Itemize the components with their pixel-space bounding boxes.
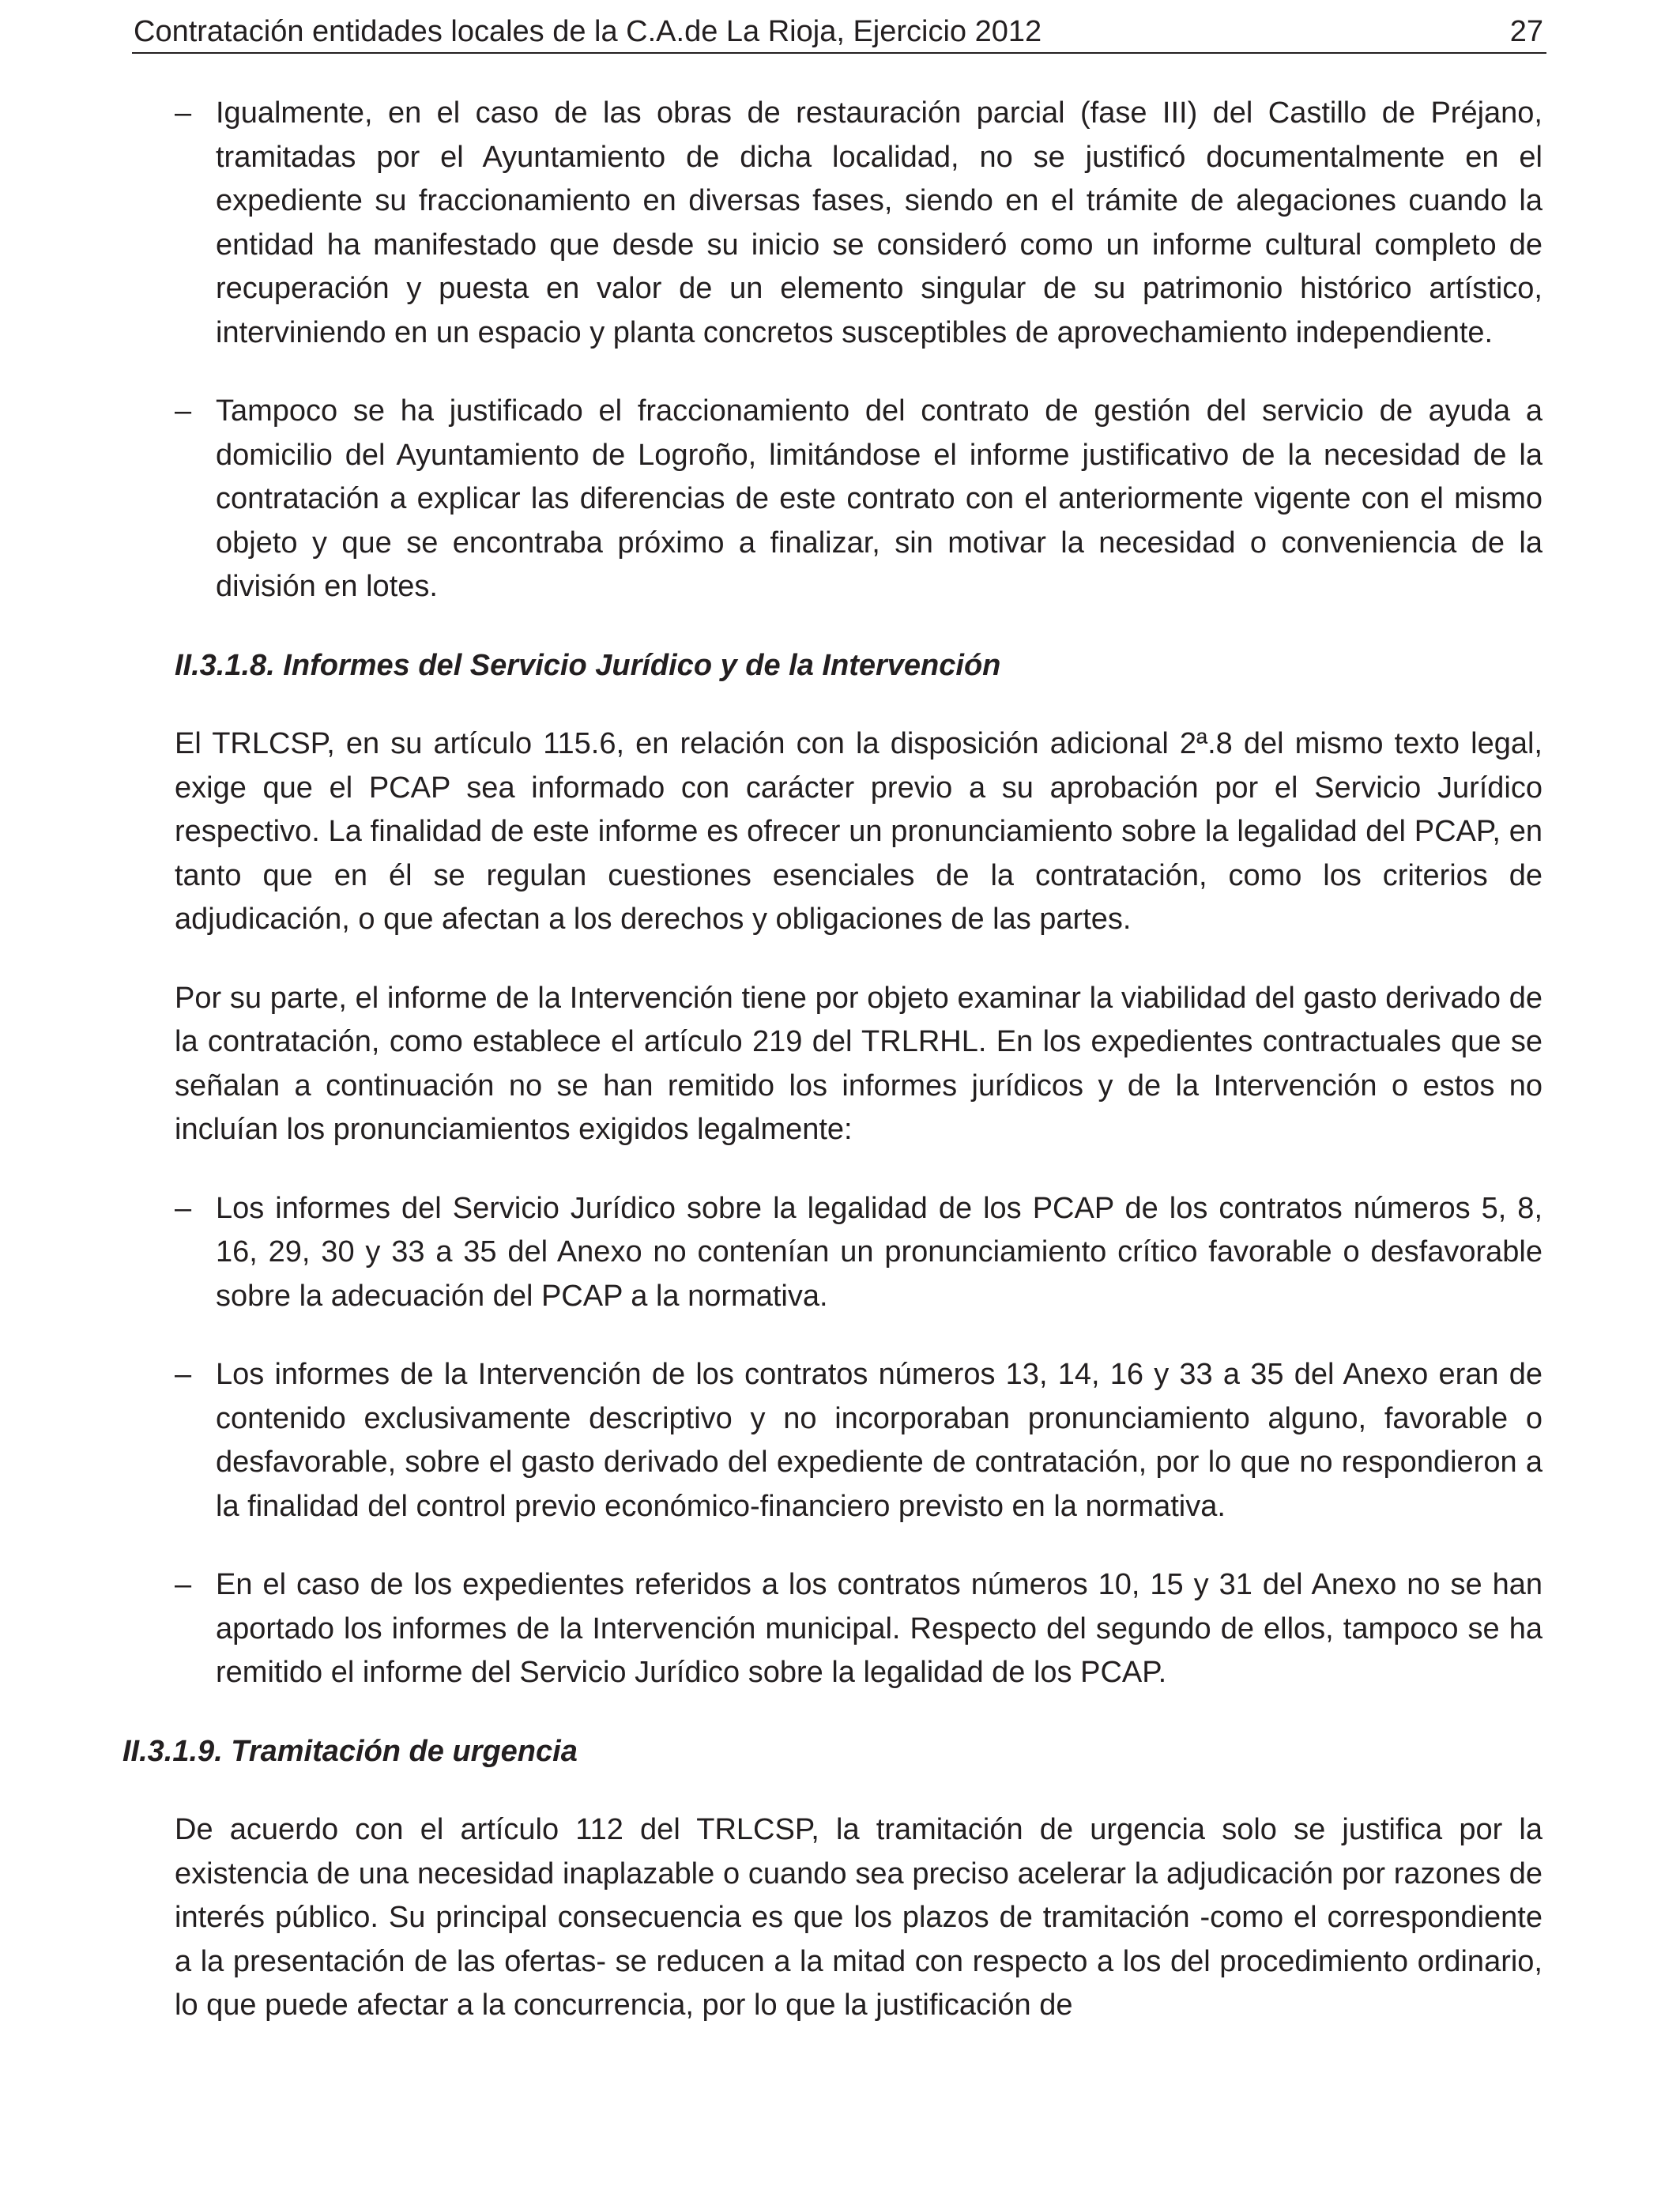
paragraph: El TRLCSP, en su artículo 115.6, en relación con la disposición adicional 2ª.8 del mismo texto legal, exige que el PCAP sea informado con carácter previo a su aprobación por el Servicio Jurídico respectivo. La finalidad de este informe es ofrecer un pronunciamiento sobre la legalidad del PCAP, en tanto que en él se regulan cuestiones esenciales de la contratación, como los criterios de adjudicación, o que afectan a los derechos y obligaciones de las partes. [175,727,1543,936]
bullet-item [175,1187,1543,1319]
header-title: Contratación entidades locales de la C.A.de La Rioja, Ejercicio 2012 [134,15,1042,48]
bullet-item [175,1563,1543,1695]
bullet-item [175,92,1543,355]
page-number: 27 [1509,15,1543,48]
bullet-item [175,1353,1543,1529]
dash-bullet-icon: – [175,1191,192,1225]
section-heading: II.3.1.8. Informes del Servicio Jurídico y de la Intervención [175,648,1001,682]
bullet-text: Tampoco se ha justificado el fraccionamiento del contrato de gestión del servicio de ayuda a domicilio del Ayuntamiento de Logroño, limitándose el informe justificativo de la necesidad de la contratación a explicar las diferencias de este contrato con el anteriormente vigente con el mismo objeto y que se encontraba próximo a finalizar, sin motivar la necesidad o conveniencia de la división en lotes. [216,394,1543,603]
dash-bullet-icon: – [175,1568,192,1601]
bullet-text: Los informes del Servicio Jurídico sobre la legalidad de los PCAP de los contratos números 5, 8, 16, 29, 30 y 33 a 35 del Anexo no contenían un pronunciamiento crítico favorable o desfavorable sobre la adecuación del PCAP a la normativa. [216,1191,1543,1313]
section-heading: II.3.1.9. Tramitación de urgencia [122,1734,578,1768]
document-body [122,92,1543,2063]
paragraph: Por su parte, el informe de la Intervención tiene por objeto examinar la viabilidad del gasto derivado de la contratación, como establece el artículo 219 del TRLRHL. En los expedientes contractuales que se señalan a continuación no se han remitido los informes jurídicos y de la Intervención o estos no incluían los pronunciamientos exigidos legalmente: [175,981,1543,1146]
bullet-item [175,390,1543,609]
bullet-text: En el caso de los expedientes referidos a los contratos números 10, 15 y 31 del Anexo no se han aportado los informes de la Intervención municipal. Respecto del segundo de ellos, tampoco se ha remitido el informe del Servicio Jurídico sobre la legalidad de los PCAP. [216,1568,1543,1689]
bullet-text: Los informes de la Intervención de los contratos números 13, 14, 16 y 33 a 35 del Anexo eran de contenido exclusivamente descriptivo y no incorporaban pronunciamiento alguno, favorable o desfavorable, sobre el gasto derivado del expediente de contratación, por lo que no respondieron a la finalidad del control previo económico-financiero previsto en la normativa. [216,1358,1543,1523]
dash-bullet-icon: – [175,96,192,130]
dash-bullet-icon: – [175,1358,192,1391]
page-header [132,9,1546,54]
bullet-text: Igualmente, en el caso de las obras de restauración parcial (fase III) del Castillo de Préjano, tramitadas por el Ayuntamiento de dicha localidad, no se justificó documentalmente en el expediente su fraccionamiento en diversas fases, siendo en el trámite de alegaciones cuando la entidad ha manifestado que desde su inicio se consideró como un informe cultural completo de recuperación y puesta en valor de un elemento singular de su patrimonio histórico artístico, interviniendo en un espacio y planta concretos susceptibles de aprovechamiento independiente. [216,96,1543,349]
dash-bullet-icon: – [175,394,192,428]
paragraph: De acuerdo con el artículo 112 del TRLCSP, la tramitación de urgencia solo se justifica por la existencia de una necesidad inaplazable o cuando sea preciso acelerar la adjudicación por razones de interés público. Su principal consecuencia es que los plazos de tramitación -como el correspondiente a la presentación de las ofertas- se reducen a la mitad con respecto a los del procedimiento ordinario, lo que puede afectar a la concurrencia, por lo que la justificación de [175,1813,1543,2022]
